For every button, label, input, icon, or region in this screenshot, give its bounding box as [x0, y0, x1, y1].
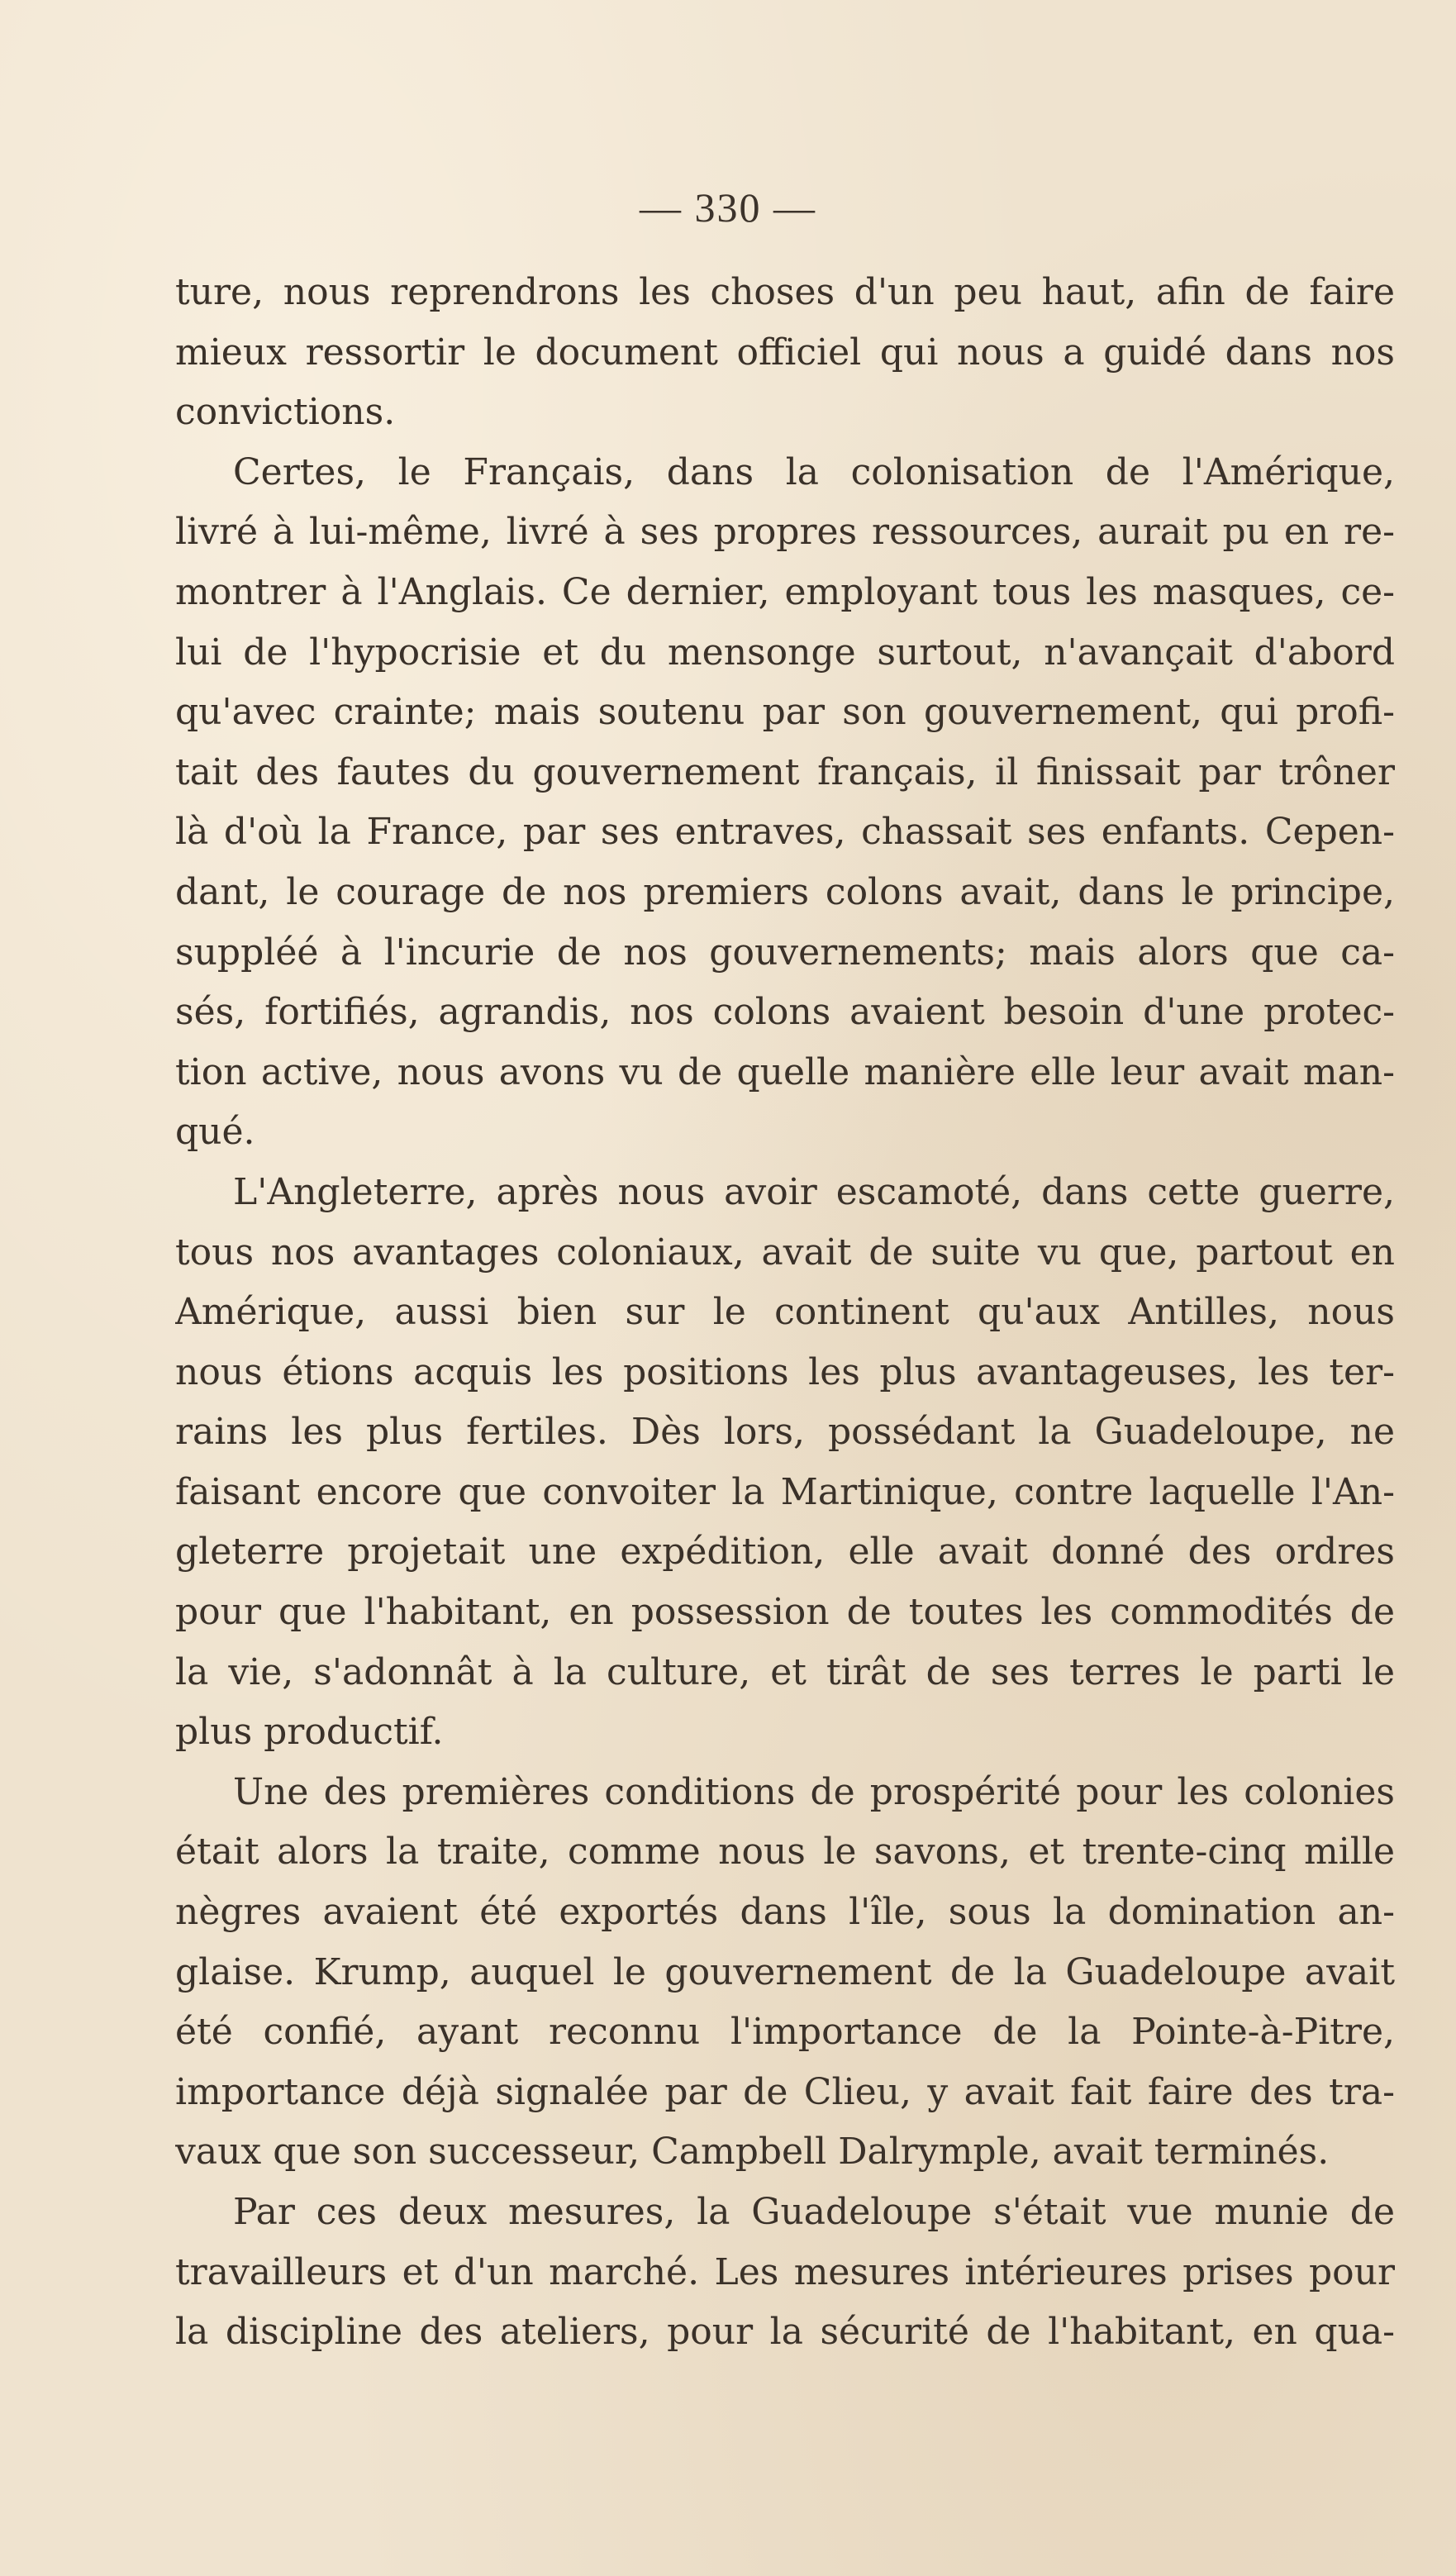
- text-line: mieux ressortir le document officiel qui nous a guidé dans nos: [175, 331, 1395, 374]
- text-line: tion active, nous avons vu de quelle manière elle leur avait man-: [175, 1050, 1395, 1093]
- text-line: convictions.: [175, 391, 396, 434]
- text-line: vaux que son successeur, Campbell Dalrymple, avait terminés.: [175, 2131, 1330, 2174]
- text-line: nègres avaient été exportés dans l'île, sous la domination an-: [175, 1891, 1395, 1934]
- text-line: glaise. Krump, auquel le gouvernement de la Guadeloupe avait: [175, 1950, 1395, 1993]
- text-line: ture, nous reprendrons les choses d'un peu haut, afin de faire: [175, 271, 1395, 313]
- text-line: suppléé à l'incurie de nos gouvernements; mais alors que ca-: [175, 931, 1395, 974]
- text-line: nous étions acquis les positions les plus avantageuses, les ter-: [175, 1350, 1395, 1393]
- text-line: travailleurs et d'un marché. Les mesures intérieures prises pour: [175, 2250, 1395, 2293]
- text-line: la discipline des ateliers, pour la sécurité de l'habitant, en qua-: [175, 2311, 1395, 2354]
- text-line: la vie, s'adonnât à la culture, et tirât de ses terres le parti le: [175, 1650, 1395, 1693]
- text-line: Certes, le Français, dans la colonisation de l'Amérique,: [233, 450, 1395, 493]
- text-line: lui de l'hypocrisie et du mensonge surtout, n'avançait d'abord: [175, 631, 1395, 674]
- text-line: importance déjà signalée par de Clieu, y avait fait faire des tra-: [175, 2070, 1395, 2113]
- text-line: gleterre projetait une expédition, elle avait donné des ordres: [175, 1531, 1395, 1574]
- body-text: [175, 263, 1395, 2363]
- text-line: Par ces deux mesures, la Guadeloupe s'était vue munie de: [233, 2191, 1395, 2233]
- text-line: tous nos avantages coloniaux, avait de suite vu que, partout en: [175, 1231, 1395, 1274]
- text-line: qu'avec crainte; mais soutenu par son gouvernement, qui profi-: [175, 691, 1395, 734]
- text-line: montrer à l'Anglais. Ce dernier, employant tous les masques, ce-: [175, 570, 1395, 613]
- text-line: qué.: [175, 1111, 255, 1154]
- text-line: Amérique, aussi bien sur le continent qu'aux Antilles, nous: [175, 1291, 1395, 1334]
- text-line: livré à lui-même, livré à ses propres ressources, aurait pu en re-: [175, 511, 1395, 554]
- page-number: — 330 —: [640, 184, 816, 231]
- text-line: dant, le courage de nos premiers colons avait, dans le principe,: [175, 870, 1395, 913]
- text-line: Une des premières conditions de prospérité pour les colonies: [233, 1770, 1395, 1813]
- text-line: là d'où la France, par ses entraves, chassait ses enfants. Cepen-: [175, 811, 1395, 854]
- text-line: tait des fautes du gouvernement français, il finissait par trôner: [175, 750, 1395, 793]
- text-line: rains les plus fertiles. Dès lors, possédant la Guadeloupe, ne: [175, 1411, 1395, 1454]
- text-line: sés, fortifiés, agrandis, nos colons avaient besoin d'une protec-: [175, 991, 1395, 1034]
- text-line: était alors la traite, comme nous le savons, et trente-cinq mille: [175, 1831, 1395, 1874]
- text-line: L'Angleterre, après nous avoir escamoté, dans cette guerre,: [233, 1170, 1395, 1213]
- text-line: plus productif.: [175, 1711, 444, 1754]
- text-line: été confié, ayant reconnu l'importance de la Pointe-à-Pitre,: [175, 2011, 1395, 2054]
- text-line: pour que l'habitant, en possession de toutes les commodités de: [175, 1591, 1395, 1634]
- text-line: faisant encore que convoiter la Martinique, contre laquelle l'An-: [175, 1470, 1395, 1513]
